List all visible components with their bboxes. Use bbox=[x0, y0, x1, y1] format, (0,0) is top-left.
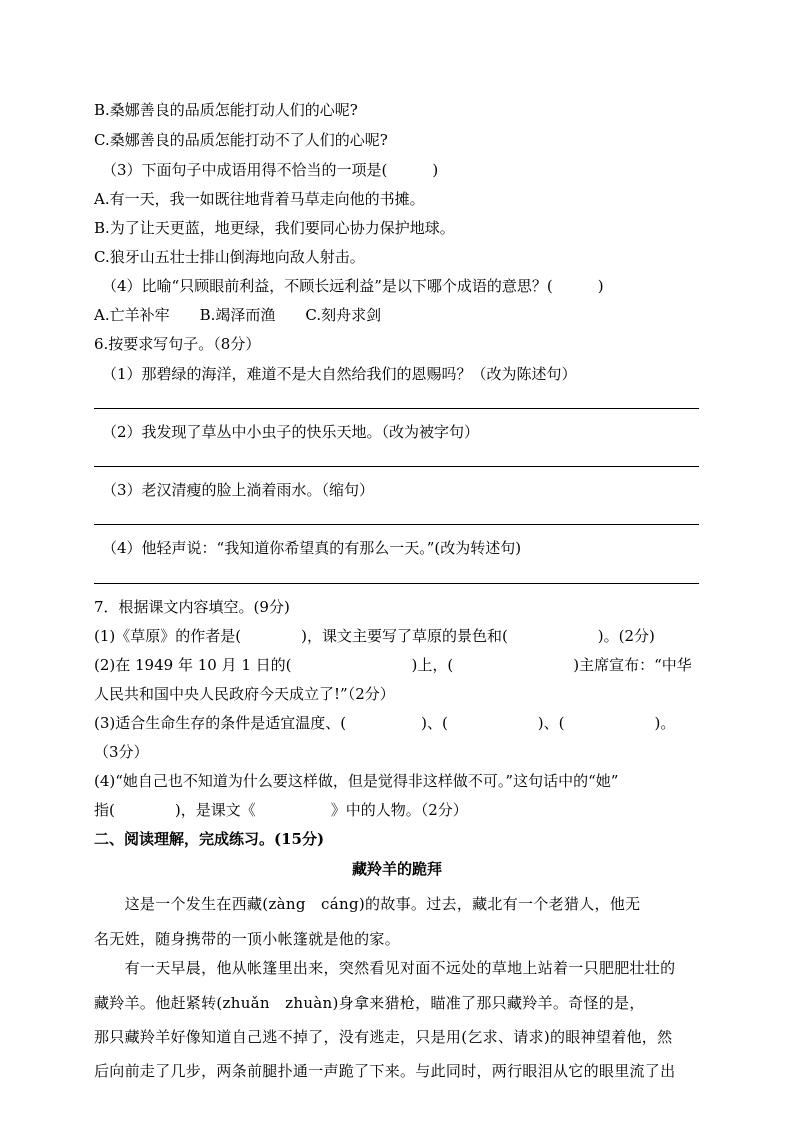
q5-sub4-options: A.亡羊补牢 B.竭泽而渔 C.刻舟求剑 bbox=[94, 306, 382, 324]
q5-sub3-option-b: B.为了让天更蓝，地更绿，我们要同心协力保护地球。 bbox=[94, 219, 455, 237]
story-para-1-line-1: 这是一个发生在西藏(zàng cáng)的故事。过去，藏北有一个老猎人，他无 bbox=[94, 895, 641, 913]
story-title: 藏羚羊的跪拜 bbox=[351, 860, 442, 878]
q7-line-4: (3)适合生命生存的条件是适宜温度、( )、( )、( )。 bbox=[94, 714, 676, 732]
story-para-2-line-1: 有一天早晨，他从帐篷里出来，突然看见对面不远处的草地上站着一只肥肥壮壮的 bbox=[94, 959, 676, 977]
q5-sub3-question: （3）下面句子中成语用得不恰当的一项是( ) bbox=[102, 161, 439, 179]
q7-heading: 7．根据课文内容填空。(9分) bbox=[94, 598, 290, 616]
q7-line-3: 人民共和国中央人民政府今天成立了!”（2分） bbox=[94, 685, 395, 703]
q6-item-2: （2）我发现了草丛中小虫子的快乐天地。（改为被字句） bbox=[102, 423, 480, 441]
q7-line-5: （3分） bbox=[94, 743, 149, 761]
q5-sub3-option-c: C.狼牙山五壮士排山倒海地向敌人射击。 bbox=[94, 248, 365, 266]
q7-line-7: 指( )，是课文《 》中的人物。（2分） bbox=[94, 801, 468, 819]
answer-line-2[interactable] bbox=[94, 466, 699, 467]
story-para-2-line-3: 那只藏羚羊好像知道自己逃不掉了，没有逃走，只是用(乞求、请求)的眼神望着他，然 bbox=[94, 1028, 673, 1046]
q7-line-1: (1)《草原》的作者是( )，课文主要写了草原的景色和( )。(2分) bbox=[94, 627, 655, 645]
story-para-1-line-2: 名无姓，随身携带的一顶小帐篷就是他的家。 bbox=[94, 930, 401, 948]
answer-line-4[interactable] bbox=[94, 583, 699, 584]
answer-line-1[interactable] bbox=[94, 408, 699, 409]
q5-sub3-option-a: A.有一天，我一如既往地背着马草走向他的书摊。 bbox=[94, 190, 425, 208]
section-2-heading: 二、阅读理解，完成练习。(15分) bbox=[94, 830, 325, 848]
q6-heading: 6.按要求写句子。（8分） bbox=[94, 335, 261, 353]
q5-option-b: B.桑娜善良的品质怎能打动人们的心呢? bbox=[94, 101, 358, 119]
story-para-2-line-4: 后向前走了几步，两条前腿扑通一声跪了下来。与此同时，两行眼泪从它的眼里流了出 bbox=[94, 1062, 676, 1080]
story-para-2-line-2: 藏羚羊。他赶紧转(zhuǎn zhuàn)身拿来猎枪，瞄准了那只藏羚羊。奇怪的是， bbox=[94, 994, 645, 1012]
q5-sub4-question: （4）比喻“只顾眼前利益，不顾长远利益”是以下哪个成语的意思？( ) bbox=[102, 277, 604, 295]
q7-line-2: (2)在 1949 年 10 月 1 日的( )上，( )主席宣布：“中华 bbox=[94, 656, 692, 674]
q7-line-6: (4)“她自己也不知道为什么要这样做，但是觉得非这样做不可。”这句话中的“她” bbox=[94, 772, 619, 790]
q6-item-3: （3）老汉清瘦的脸上淌着雨水。（缩句） bbox=[102, 481, 375, 499]
q5-option-c: C.桑娜善良的品质怎能打动不了人们的心呢? bbox=[94, 131, 388, 149]
q6-item-4: （4）他轻声说：“我知道你希望真的有那么一天。”(改为转述句) bbox=[102, 539, 522, 557]
q6-item-1: （1）那碧绿的海洋，难道不是大自然给我们的恩赐吗？（改为陈述句） bbox=[102, 365, 577, 383]
answer-line-3[interactable] bbox=[94, 524, 699, 525]
